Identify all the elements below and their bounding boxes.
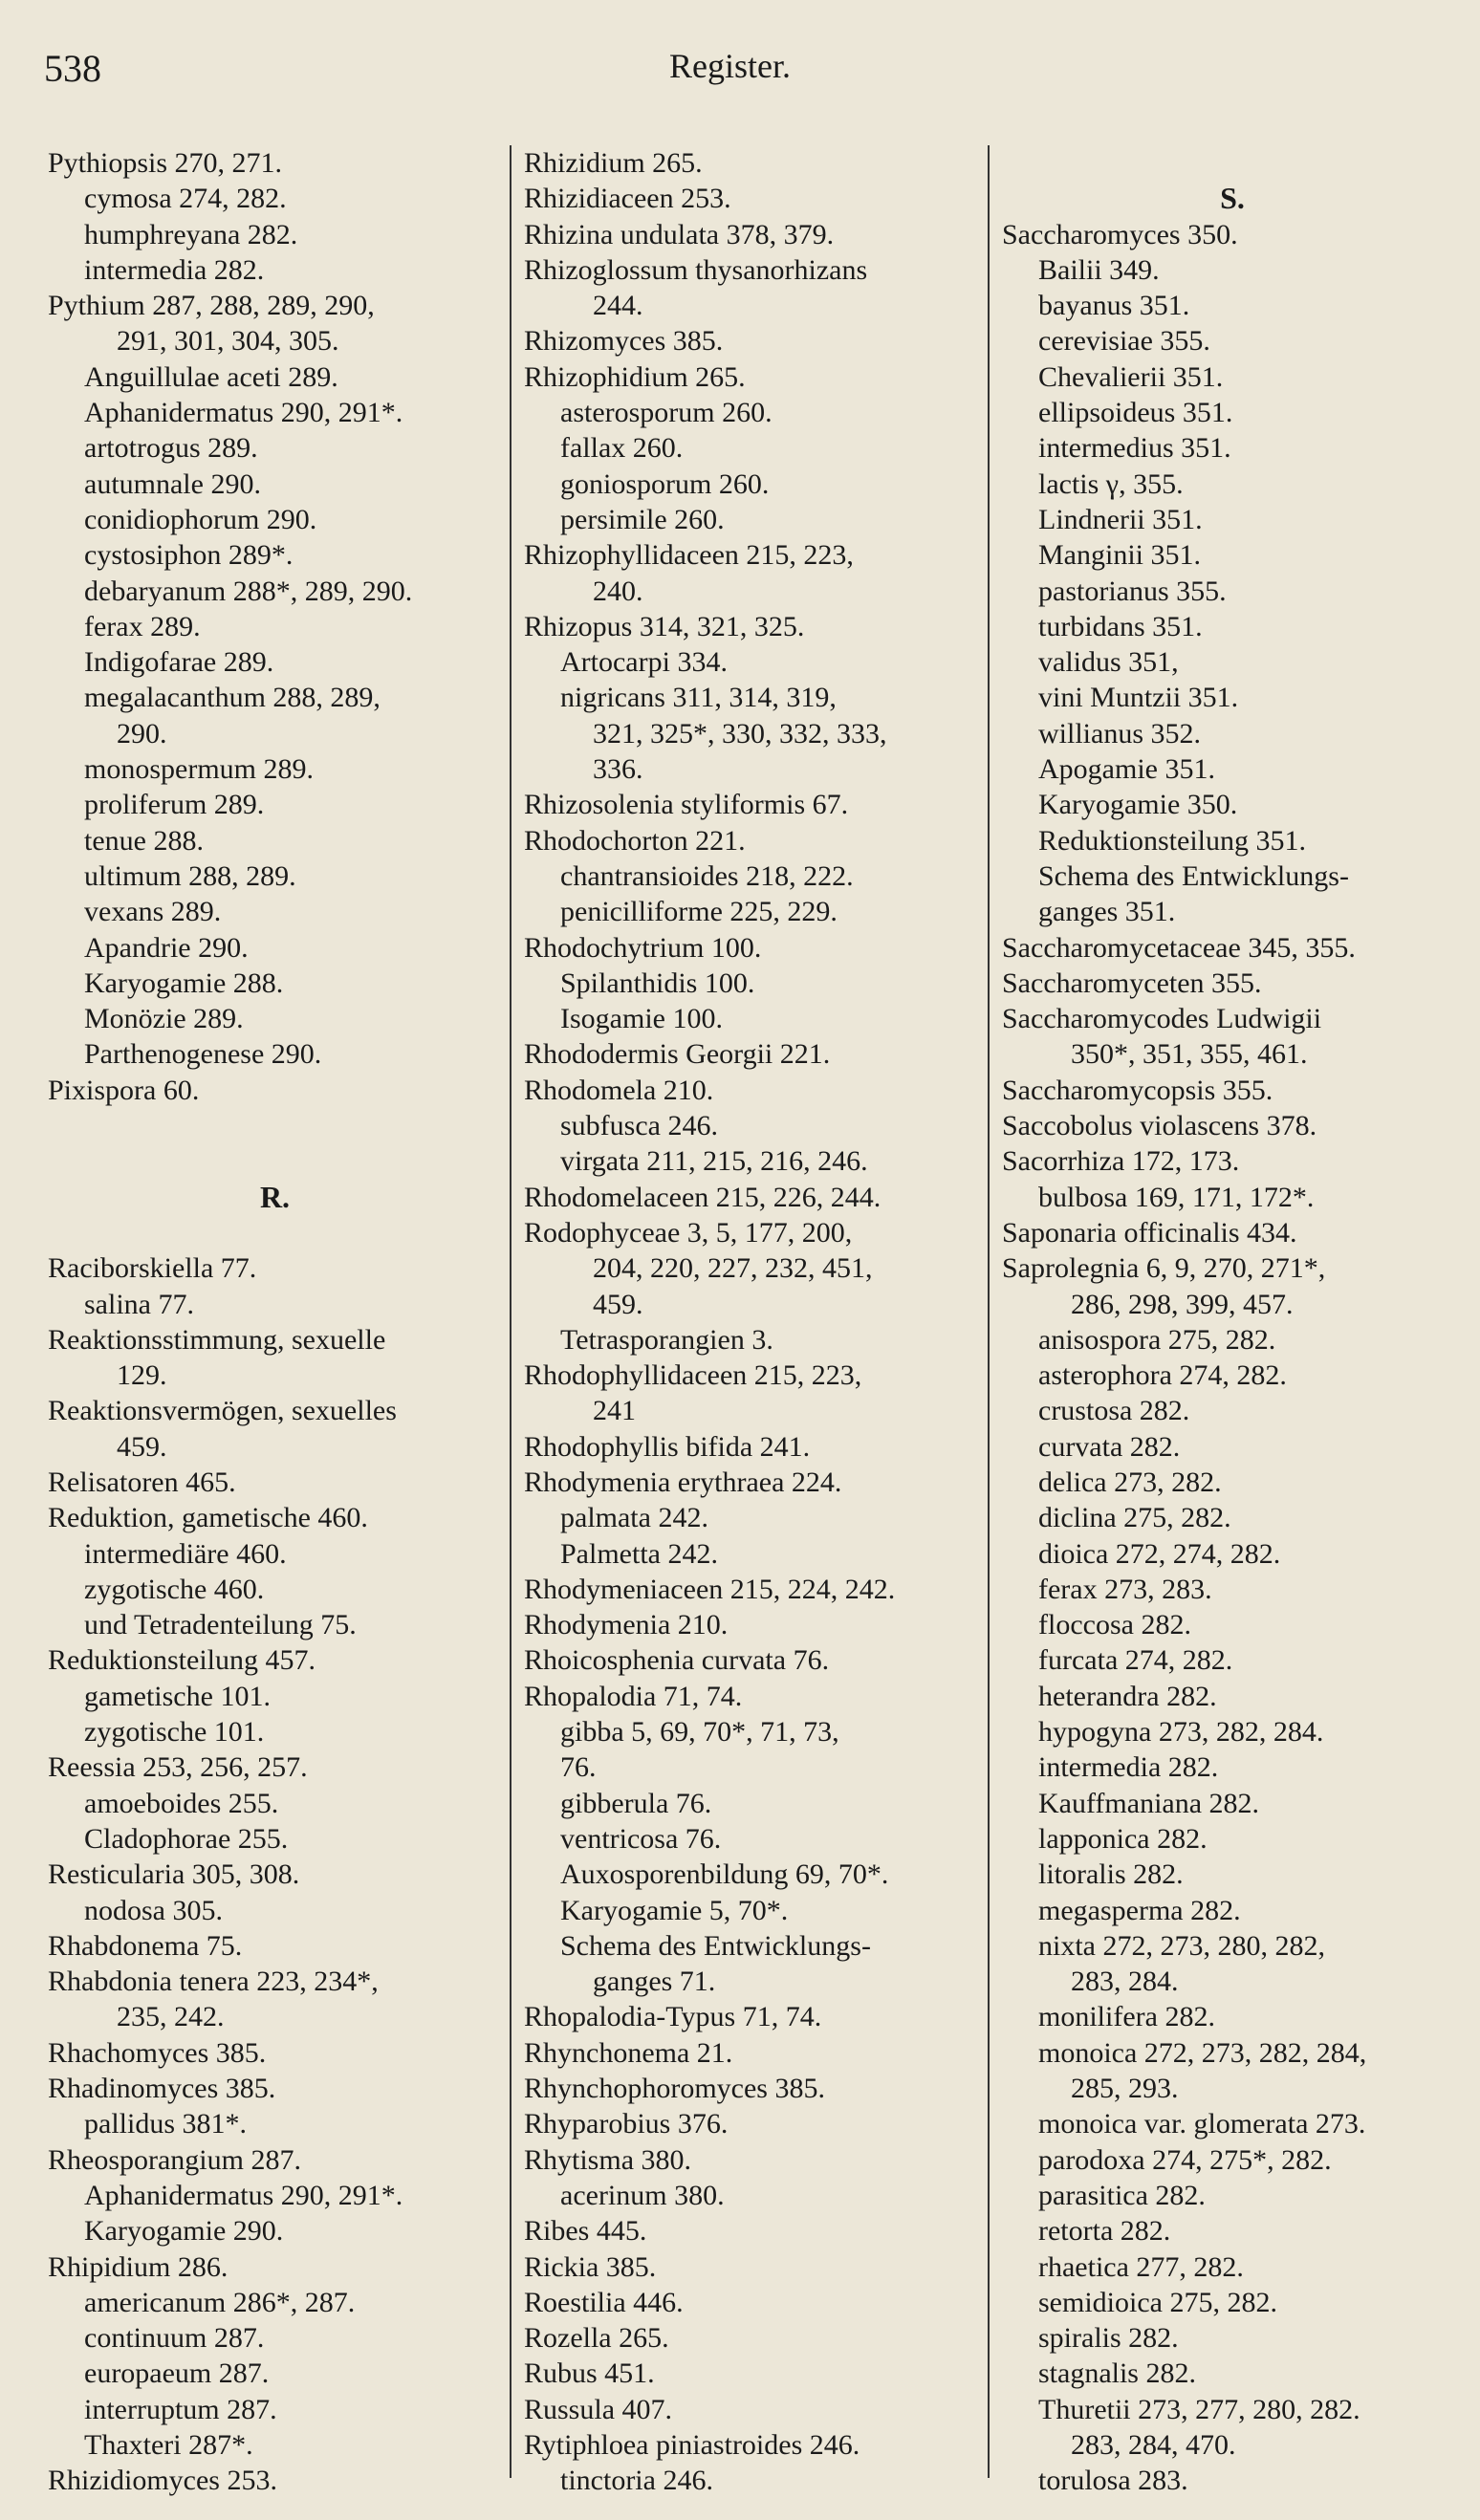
index-entry: pastorianus 355. xyxy=(1038,575,1227,607)
index-entry: floccosa 282. xyxy=(1038,1609,1191,1641)
index-entry: nigricans 311, 314, 319, xyxy=(560,682,837,714)
index-entry: vini Muntzii 351. xyxy=(1038,682,1239,714)
index-entry: Manginii 351. xyxy=(1038,539,1201,572)
index-entry: Rhodymenia 210. xyxy=(524,1609,729,1641)
index-entry: continuum 287. xyxy=(84,2322,265,2355)
index-entry: bulbosa 169, 171, 172*. xyxy=(1038,1181,1315,1213)
index-entry: fallax 260. xyxy=(560,432,684,465)
index-entry: Russula 407. xyxy=(524,2393,673,2425)
index-entry: retorta 282. xyxy=(1038,2215,1171,2248)
index-entry: validus 351, xyxy=(1038,646,1179,679)
index-entry: intermedia 282. xyxy=(84,253,265,286)
index-entry: zygotische 101. xyxy=(84,1716,265,1749)
index-entry: diclina 275, 282. xyxy=(1038,1502,1231,1534)
index-entry: semidioica 275, 282. xyxy=(1038,2286,1277,2318)
index-entry: gibberula 76. xyxy=(560,1787,712,1819)
blank-line xyxy=(48,1108,502,1143)
index-entry: Rozella 265. xyxy=(524,2322,669,2355)
index-entry: Reessia 253, 256, 257. xyxy=(48,1751,308,1784)
blank-line xyxy=(48,1215,502,1250)
index-entry: Reaktionsvermögen, sexuelles xyxy=(48,1395,397,1427)
index-entry: Rhipidium 286. xyxy=(48,2250,229,2283)
index-entry: Thaxteri 287*. xyxy=(84,2429,253,2461)
index-entry: Pixispora 60. xyxy=(48,1074,200,1106)
index-entry: Ribes 445. xyxy=(524,2215,647,2248)
index-entry: 285, 293. xyxy=(1071,2073,1179,2105)
index-entry: Karyogamie 288. xyxy=(84,967,284,999)
index-entry: Rhizophyllidaceen 215, 223, xyxy=(524,539,854,572)
index-entry: Palmetta 242. xyxy=(560,1537,718,1570)
index-entry: Rhizopus 314, 321, 325. xyxy=(524,610,805,642)
index-entry: 244. xyxy=(593,290,643,322)
index-entry: ganges 71. xyxy=(593,1966,716,1998)
index-entry: tenue 288. xyxy=(84,824,204,857)
index-entry: 283, 284. xyxy=(1071,1966,1179,1998)
index-entry: interruptum 287. xyxy=(84,2393,277,2425)
index-entry: 235, 242. xyxy=(117,2001,225,2033)
index-entry: Rhododermis Georgii 221. xyxy=(524,1038,831,1071)
index-entry: Rhizidiomyces 253. xyxy=(48,2465,277,2497)
index-entry: Aphanidermatus 290, 291*. xyxy=(84,2179,403,2211)
page-number: 538 xyxy=(44,47,101,90)
index-entry: humphreyana 282. xyxy=(84,218,298,250)
index-entry: Saccharomyceten 355. xyxy=(1002,967,1262,999)
index-entry: Rhodophyllidaceen 215, 223, xyxy=(524,1359,862,1392)
index-entry: Karyogamie 290. xyxy=(84,2215,284,2248)
index-entry: lapponica 282. xyxy=(1038,1822,1208,1855)
index-entry: Thuretii 273, 277, 280, 282. xyxy=(1038,2393,1360,2425)
index-entry: Rhopalodia 71, 74. xyxy=(524,1680,743,1712)
index-entry: cymosa 274, 282. xyxy=(84,183,287,215)
index-entry: conidiophorum 290. xyxy=(84,503,317,535)
blank-line xyxy=(48,1143,502,1179)
index-entry: cerevisiae 355. xyxy=(1038,325,1210,358)
index-entry: Artocarpi 334. xyxy=(560,646,728,679)
index-entry: Chevalierii 351. xyxy=(1038,360,1224,393)
index-entry: chantransioides 218, 222. xyxy=(560,859,854,892)
index-entry: Saccobolus violascens 378. xyxy=(1002,1110,1317,1142)
index-entry: Parthenogenese 290. xyxy=(84,1038,322,1071)
index-entry: nodosa 305. xyxy=(84,1894,223,1926)
index-entry: penicilliforme 225, 229. xyxy=(560,896,838,928)
index-entry: Rhizomyces 385. xyxy=(524,325,724,358)
index-entry: Saprolegnia 6, 9, 270, 271*, xyxy=(1002,1252,1326,1285)
index-entry: ventricosa 76. xyxy=(560,1822,722,1855)
index-entry: Apandrie 290. xyxy=(84,931,249,964)
index-entry: 350*, 351, 355, 461. xyxy=(1071,1038,1308,1071)
index-entry: Resticularia 305, 308. xyxy=(48,1858,300,1891)
index-entry: gametische 101. xyxy=(84,1680,271,1712)
index-entry: Rhynchonema 21. xyxy=(524,2036,733,2069)
index-entry: willianus 352. xyxy=(1038,717,1201,749)
index-entry: ultimum 288, 289. xyxy=(84,859,296,892)
index-entry: crustosa 282. xyxy=(1038,1395,1190,1427)
page-header xyxy=(0,46,1480,103)
index-entry: Rhopalodia-Typus 71, 74. xyxy=(524,2001,822,2033)
index-entry: Rhodochytrium 100. xyxy=(524,931,762,964)
index-entry: Rhizophidium 265. xyxy=(524,360,746,393)
index-entry: Rhyparobius 376. xyxy=(524,2108,729,2140)
column-rule-right xyxy=(988,145,990,2478)
index-entry: Saccharomycodes Ludwigii xyxy=(1002,1003,1322,1035)
index-entry: monilifera 282. xyxy=(1038,2001,1215,2033)
index-entry: monospermum 289. xyxy=(84,753,314,786)
index-entry: Rhytisma 380. xyxy=(524,2143,692,2176)
index-entry: litoralis 282. xyxy=(1038,1858,1184,1891)
index-entry: palmata 242. xyxy=(560,1502,708,1534)
index-entry: Schema des Entwicklungs- xyxy=(1038,859,1349,892)
index-entry: megasperma 282. xyxy=(1038,1894,1241,1926)
index-entry: Rodophyceae 3, 5, 177, 200, xyxy=(524,1216,853,1249)
index-entry: rhaetica 277, 282. xyxy=(1038,2250,1244,2283)
index-entry: Reduktionsteilung 351. xyxy=(1038,824,1306,857)
index-entry: 283, 284, 470. xyxy=(1071,2429,1236,2461)
index-entry: Schema des Entwicklungs- xyxy=(560,1929,871,1962)
index-entry: parodoxa 274, 275*, 282. xyxy=(1038,2143,1332,2176)
index-entry: 241 xyxy=(593,1395,636,1427)
index-entry: subfusca 246. xyxy=(560,1110,718,1142)
index-entry: Rhoicosphenia curvata 76. xyxy=(524,1644,830,1677)
index-entry: Spilanthidis 100. xyxy=(560,967,755,999)
index-entry: acerinum 380. xyxy=(560,2179,725,2211)
index-entry: Rhodymeniaceen 215, 224, 242. xyxy=(524,1573,896,1605)
index-entry: hypogyna 273, 282, 284. xyxy=(1038,1716,1324,1749)
index-entry: Rhynchophoromyces 385. xyxy=(524,2073,825,2105)
index-entry: dioica 272, 274, 282. xyxy=(1038,1537,1281,1570)
index-entry: vexans 289. xyxy=(84,896,222,928)
index-entry: Rhodymenia erythraea 224. xyxy=(524,1466,842,1498)
index-entry: Bailii 349. xyxy=(1038,253,1160,286)
index-entry: Rhizoglossum thysanorhizans xyxy=(524,253,868,286)
index-entry: cystosiphon 289*. xyxy=(84,539,294,572)
index-entry: Rhadinomyces 385. xyxy=(48,2073,276,2105)
running-head: Register. xyxy=(669,47,791,85)
index-entry: 76. xyxy=(560,1751,597,1784)
index-entry: Rhabdonia tenera 223, 234*, xyxy=(48,1966,379,1998)
index-entry: amoeboides 255. xyxy=(84,1787,279,1819)
index-entry: Rhodomela 210. xyxy=(524,1074,714,1106)
index-entry: 286, 298, 399, 457. xyxy=(1071,1288,1294,1320)
index-entry: 291, 301, 304, 305. xyxy=(117,325,339,358)
index-entry: Rhizina undulata 378, 379. xyxy=(524,218,835,250)
index-entry: 290. xyxy=(117,717,167,749)
index-column-2 xyxy=(524,145,978,2499)
index-entry: Rhodophyllis bifida 241. xyxy=(524,1430,811,1463)
index-entry: Apogamie 351. xyxy=(1038,753,1215,786)
index-entry: virgata 211, 215, 216, 246. xyxy=(560,1145,868,1178)
index-entry: tinctoria 246. xyxy=(560,2465,713,2497)
index-entry: Kauffmaniana 282. xyxy=(1038,1787,1260,1819)
index-entry: torulosa 283. xyxy=(1038,2465,1188,2497)
index-entry: Saccharomyces 350. xyxy=(1002,218,1238,250)
index-entry: 459. xyxy=(593,1288,643,1320)
column-rule-left xyxy=(510,145,511,2478)
index-entry: Raciborskiella 77. xyxy=(48,1252,257,1285)
index-entry: Anguillulae aceti 289. xyxy=(84,360,338,393)
index-entry: ganges 351. xyxy=(1038,896,1176,928)
index-column-1 xyxy=(48,145,502,2499)
index-entry: Rickia 385. xyxy=(524,2250,657,2283)
index-entry: Saccharomycopsis 355. xyxy=(1002,1074,1273,1106)
index-entry: lactis γ, 355. xyxy=(1038,467,1184,500)
index-entry: delica 273, 282. xyxy=(1038,1466,1222,1498)
index-entry: nixta 272, 273, 280, 282, xyxy=(1038,1929,1325,1962)
index-entry: asterosporum 260. xyxy=(560,397,773,429)
index-entry: 336. xyxy=(593,753,643,786)
index-entry: Karyogamie 350. xyxy=(1038,789,1238,821)
blank-line xyxy=(1002,145,1463,181)
section-letter: S. xyxy=(1220,181,1245,216)
index-entry: Pythium 287, 288, 289, 290, xyxy=(48,290,375,322)
index-entry: parasitica 282. xyxy=(1038,2179,1206,2211)
index-entry: intermediäre 460. xyxy=(84,1537,287,1570)
section-letter: R. xyxy=(259,1179,291,1214)
index-entry: megalacanthum 288, 289, xyxy=(84,682,381,714)
index-entry: 240. xyxy=(593,575,643,607)
index-entry: gibba 5, 69, 70*, 71, 73, xyxy=(560,1716,839,1749)
index-entry: Relisatoren 465. xyxy=(48,1466,236,1498)
index-entry: Saponaria officinalis 434. xyxy=(1002,1216,1297,1249)
index-entry: zygotische 460. xyxy=(84,1573,265,1605)
index-entry: Roestilia 446. xyxy=(524,2286,684,2318)
index-entry: Rhodomelaceen 215, 226, 244. xyxy=(524,1181,881,1213)
index-entry: persimile 260. xyxy=(560,503,725,535)
index-entry: Rhabdonema 75. xyxy=(48,1929,243,1962)
index-entry: artotrogus 289. xyxy=(84,432,258,465)
index-entry: Isogamie 100. xyxy=(560,1003,723,1035)
index-entry: Auxosporenbildung 69, 70*. xyxy=(560,1858,889,1891)
index-entry: Rhizosolenia styliformis 67. xyxy=(524,789,849,821)
index-entry: Reduktionsteilung 457. xyxy=(48,1644,316,1677)
index-entry: Aphanidermatus 290, 291*. xyxy=(84,397,403,429)
index-column-3 xyxy=(1002,145,1463,2499)
index-entry: Rytiphloea piniastroides 246. xyxy=(524,2429,860,2461)
index-entry: pallidus 381*. xyxy=(84,2108,247,2140)
index-entry: Sacorrhiza 172, 173. xyxy=(1002,1145,1240,1178)
index-entry: Monözie 289. xyxy=(84,1003,244,1035)
index-entry: Reduktion, gametische 460. xyxy=(48,1502,368,1534)
index-entry: turbidans 351. xyxy=(1038,610,1203,642)
index-entry: intermedia 282. xyxy=(1038,1751,1219,1784)
index-entry: goniosporum 260. xyxy=(560,467,770,500)
index-entry: monoica 272, 273, 282, 284, xyxy=(1038,2036,1367,2069)
index-entry: Tetrasporangien 3. xyxy=(560,1323,773,1356)
index-entry: americanum 286*, 287. xyxy=(84,2286,356,2318)
index-entry: Pythiopsis 270, 271. xyxy=(48,147,283,179)
index-entry: Reaktionsstimmung, sexuelle xyxy=(48,1323,386,1356)
index-entry: 204, 220, 227, 232, 451, xyxy=(593,1252,873,1285)
index-entry: monoica var. glomerata 273. xyxy=(1038,2108,1366,2140)
index-entry: ellipsoideus 351. xyxy=(1038,397,1233,429)
index-entry: Saccharomycetaceae 345, 355. xyxy=(1002,931,1356,964)
index-entry: proliferum 289. xyxy=(84,789,265,821)
index-entry: und Tetradenteilung 75. xyxy=(84,1609,357,1641)
index-entry: heterandra 282. xyxy=(1038,1680,1217,1712)
index-entry: furcata 274, 282. xyxy=(1038,1644,1233,1677)
index-entry: intermedius 351. xyxy=(1038,432,1231,465)
index-entry: ferax 273, 283. xyxy=(1038,1573,1212,1605)
index-entry: Rhizidium 265. xyxy=(524,147,703,179)
index-entry: bayanus 351. xyxy=(1038,290,1190,322)
index-entry: Cladophorae 255. xyxy=(84,1822,289,1855)
index-entry: Rubus 451. xyxy=(524,2357,655,2390)
index-entry: debaryanum 288*, 289, 290. xyxy=(84,575,413,607)
index-entry: asterophora 274, 282. xyxy=(1038,1359,1287,1392)
index-entry: salina 77. xyxy=(84,1288,194,1320)
index-entry: Karyogamie 5, 70*. xyxy=(560,1894,789,1926)
index-entry: anisospora 275, 282. xyxy=(1038,1323,1276,1356)
index-entry: 321, 325*, 330, 332, 333, xyxy=(593,717,887,749)
index-entry: ferax 289. xyxy=(84,610,201,642)
index-entry: Lindnerii 351. xyxy=(1038,503,1203,535)
index-entry: Rheosporangium 287. xyxy=(48,2143,301,2176)
index-entry: Rhodochorton 221. xyxy=(524,824,746,857)
index-entry: 459. xyxy=(117,1430,167,1463)
index-entry: autumnale 290. xyxy=(84,467,261,500)
index-entry: curvata 282. xyxy=(1038,1430,1181,1463)
index-entry: spiralis 282. xyxy=(1038,2322,1179,2355)
index-entry: stagnalis 282. xyxy=(1038,2357,1196,2390)
index-entry: Indigofarae 289. xyxy=(84,646,274,679)
index-entry: 129. xyxy=(117,1359,167,1392)
index-entry: Rhachomyces 385. xyxy=(48,2036,267,2069)
index-entry: europaeum 287. xyxy=(84,2357,270,2390)
index-entry: Rhizidiaceen 253. xyxy=(524,183,731,215)
